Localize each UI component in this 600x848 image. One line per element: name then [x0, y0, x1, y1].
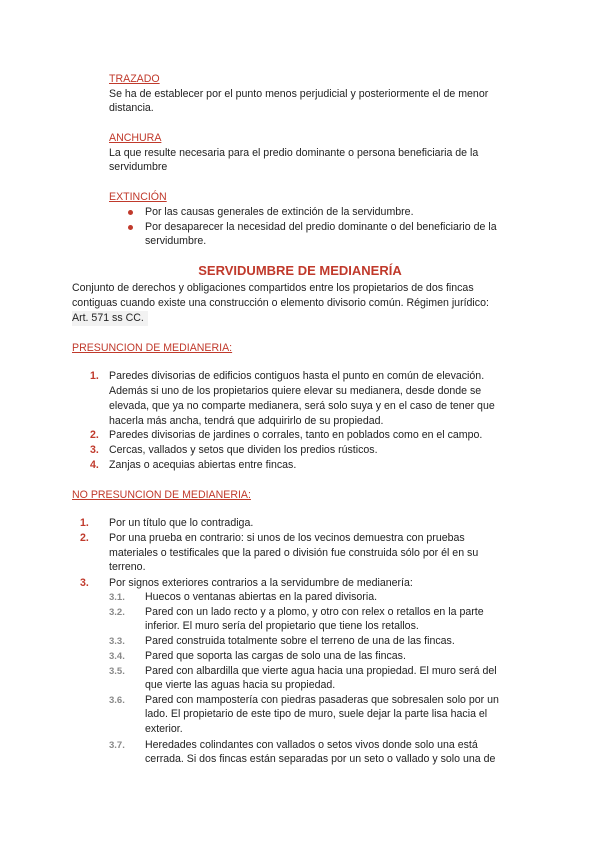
list-item-line: elevada, que ya no comparte medianera, será solo suya y en el caso de tener que — [109, 400, 495, 412]
sublist-number: 3.3. — [109, 636, 125, 647]
list-item-line: Por una prueba en contrario: si unos de los vecinos demuestra con pruebas — [109, 532, 465, 544]
extincion-item-2-line1: Por desaparecer la necesidad del predio dominante o del beneficiario de la — [145, 221, 497, 233]
sublist-number: 3.7. — [109, 740, 125, 751]
sublist-item-line: Pared que soporta las cargas de solo una de las fincas. — [145, 650, 406, 662]
sublist-item-line: Pared con mampostería con piedras pasaderas que sobresalen solo por un — [145, 694, 499, 706]
trazado-text-line2: distancia. — [109, 102, 154, 114]
heading-trazado: TRAZADO — [109, 73, 160, 85]
heading-presuncion: PRESUNCION DE MEDIANERIA: — [72, 342, 233, 354]
list-item-line: Zanjas o acequias abiertas entre fincas. — [109, 459, 297, 471]
sublist-item-line: Huecos o ventanas abiertas en la pared divisoria. — [145, 591, 378, 603]
list-item-line: Por signos exteriores contrarios a la servidumbre de medianería: — [109, 577, 413, 589]
sublist-item-line: Pared construida totalmente sobre el terreno de una de las fincas. — [145, 635, 455, 647]
intro-line1: Conjunto de derechos y obligaciones compartidos entre los propietarios de dos fincas — [72, 282, 474, 294]
sublist-number: 3.2. — [109, 607, 125, 618]
bullet-icon — [128, 225, 133, 230]
list-number: 1. — [90, 370, 99, 382]
list-number: 4. — [90, 459, 99, 471]
sublist-item-line: exterior. — [145, 723, 183, 735]
sublist-item-line: que vierte las aguas hacia su propiedad. — [145, 679, 336, 691]
heading-anchura: ANCHURA — [109, 132, 162, 144]
list-number: 3. — [80, 577, 89, 589]
sublist-number: 3.5. — [109, 666, 125, 677]
list-number: 3. — [90, 444, 99, 456]
sublist-item-line: cerrada. Si dos fincas están separadas por un seto o vallado y solo una de — [145, 753, 496, 765]
sublist-item-line: inferior. El muro sería del propietario que tiene los retallos. — [145, 620, 419, 632]
sublist-number: 3.6. — [109, 695, 125, 706]
sublist-item-line: Pared con un lado recto y a plomo, y otro con relex o retallos en la parte — [145, 606, 484, 618]
anchura-text-line1: La que resulte necesaria para el predio dominante o persona beneficiaria de la — [109, 147, 479, 159]
sublist-number: 3.1. — [109, 592, 125, 603]
trazado-text-line1: Se ha de establecer por el punto menos perjudicial y posteriormente el de menor — [109, 88, 489, 100]
list-item-line: hacerla más ancha, tendrá que adquirirlo de su propiedad. — [109, 415, 384, 427]
list-item-line: materiales o testificales que la pared o división fue construida sólo por él en su — [109, 547, 479, 559]
heading-no-presuncion: NO PRESUNCION DE MEDIANERIA: — [72, 489, 251, 501]
list-item-line: Por un título que lo contradiga. — [109, 517, 254, 529]
sublist-item-line: Pared con albardilla que vierte agua hacia una propiedad. El muro será del — [145, 665, 497, 677]
sublist-item-line: lado. El propietario de este tipo de muro, suele dejar la parte lisa hacia el — [145, 708, 488, 720]
intro-line2: contiguas cuando existe una construcción o elemento divisorio común. Régimen jurídico: — [72, 297, 489, 309]
sublist-item-line: Heredades colindantes con vallados o setos vivos donde solo una está — [145, 739, 478, 751]
extincion-item-2-line2: servidumbre. — [145, 235, 207, 247]
sublist-number: 3.4. — [109, 651, 125, 662]
anchura-text-line2: servidumbre — [109, 161, 168, 173]
list-item-line: Paredes divisorias de jardines o corrales, tanto en poblados como en el campo. — [109, 429, 483, 441]
list-number: 2. — [80, 532, 89, 544]
list-item-line: Además si uno de los propietarios quiere elevar su medianera, desde donde se — [109, 385, 482, 397]
list-item-line: terreno. — [109, 561, 146, 573]
intro-line3: Art. 571 ss CC. — [72, 311, 148, 326]
section-title: SERVIDUMBRE DE MEDIANERÍA — [198, 263, 402, 278]
heading-extincion: EXTINCIÓN — [109, 191, 167, 203]
list-number: 1. — [80, 517, 89, 529]
bullet-icon — [128, 210, 133, 215]
list-number: 2. — [90, 429, 99, 441]
list-item-line: Cercas, vallados y setos que dividen los predios rústicos. — [109, 444, 378, 456]
extincion-item-1: Por las causas generales de extinción de la servidumbre. — [145, 206, 414, 218]
list-item-line: Paredes divisorias de edificios contiguos hasta el punto en común de elevación. — [109, 370, 485, 382]
